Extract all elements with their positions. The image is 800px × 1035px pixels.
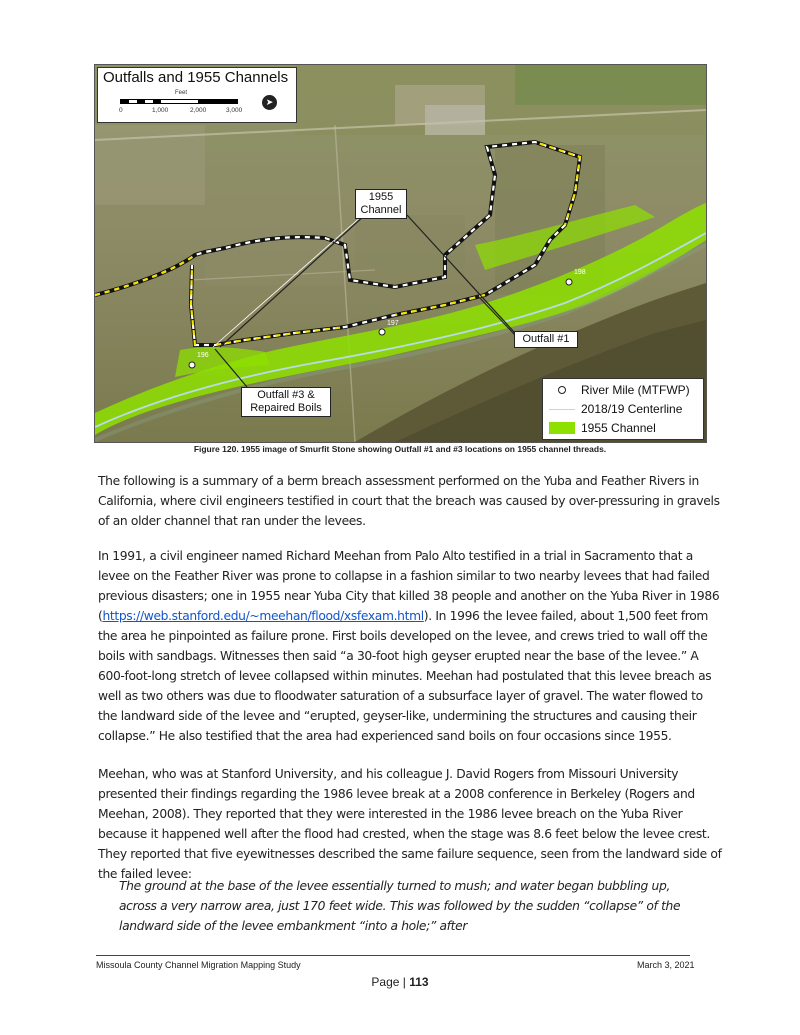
figure-caption: Figure 120. 1955 image of Smurfit Stone showing Outfall #1 and #3 locations on 1955 channel threads. [193,444,607,454]
river-mile-label: 196 [197,352,209,359]
river-mile-marker [566,279,572,285]
block-quote: The ground at the base of the levee essentially turned to mush; and water began bubbling up, across a very narrow area, just 170 feet wide. This was followed by the sudden “collapse” of the landward side of the levee embankment “into a hole;” after [119,879,681,933]
footer-study-title: Missoula County Channel Migration Mapping Study [96,960,301,970]
scale-tick: 1,000 [152,107,169,114]
map-title-box [97,67,297,123]
line-swatch-icon [549,409,575,410]
legend-row-channel: 1955 Channel [549,421,656,435]
scale-bar [120,99,238,104]
legend-row-river-mile: River Mile (MTFWP) [549,383,690,397]
scale-unit-label: Feet [175,90,188,96]
map-figure [94,64,707,443]
paragraph-1: The following is a summary of a berm breach assessment performed on the Yuba and Feather Rivers in California, where civil engineers testified in court that the breach was caused by over-pressuring in gravels of an older channel that ran under the levees. [98,474,720,528]
map-legend [542,378,704,440]
scale-tick: 2,000 [190,107,207,114]
footer-divider [96,955,690,956]
legend-row-centerline: 2018/19 Centerline [549,402,682,416]
river-mile-label: 198 [574,269,586,276]
callout-1955-channel: 1955 Channel [355,189,407,219]
map-title: Outfalls and 1955 Channels [103,69,289,86]
scale-tick: 3,000 [226,107,243,114]
meehan-flood-link[interactable]: https://web.stanford.edu/~meehan/flood/xsfexam.html [102,609,424,623]
north-arrow-icon: ➤ [262,95,277,110]
river-mile-label: 197 [387,320,399,327]
circle-marker-icon [558,386,566,394]
callout-outfall-1: Outfall #1 [514,331,578,348]
river-mile-marker [189,362,195,368]
fill-swatch-icon [549,422,575,434]
callout-outfall-3: Outfall #3 & Repaired Boils [241,387,331,417]
paragraph-3: Meehan, who was at Stanford University, and his colleague J. David Rogers from Missouri University presented their findings regarding the 1986 levee break at a 2008 conference in Berkeley (Rogers and Meehan, 2008). They reported that they were interested in the 1986 levee breach on the Yuba River because it happened well after the flood had crested, when the stage was 8.6 feet below the levee crest. They reported that five eyewitnesses described the same failure sequence, seen from the landward side of the failed levee: [98,767,722,881]
scale-tick: 0 [119,107,123,114]
page-number: Page | 113 [371,975,429,989]
footer-date: March 3, 2021 [637,960,695,970]
paragraph-2: In 1991, a civil engineer named Richard Meehan from Palo Alto testified in a trial in Sacramento that a levee on the Feather River was prone to collapse in a fashion similar to two nearby levees that had failed previous disasters; one in 1955 near Yuba City that killed 38 people and another on the Yuba River in 1986 (https://web.stanford.edu/~meehan/flood/xsfexam.html). In 1996 the levee failed, about 1,500 feet from the area he pinpointed as failure prone. First boils developed on the levee, and crews tried to wall off the boils with sandbags. Witnesses then said “a 30-foot high geyser erupted near the base of the levee.” A 600-foot-long stretch of levee collapsed within minutes. Meehan had postulated that this levee breach as well as two others was due to floodwater saturation of a subsurface layer of gravel. The water flowed to the landward side of the levee and “erupted, geyser-like, undermining the structures and causing their collapse.” He also testified that the area had experienced sand boils on four occasions since 1955. [98,549,720,743]
river-mile-marker [379,329,385,335]
